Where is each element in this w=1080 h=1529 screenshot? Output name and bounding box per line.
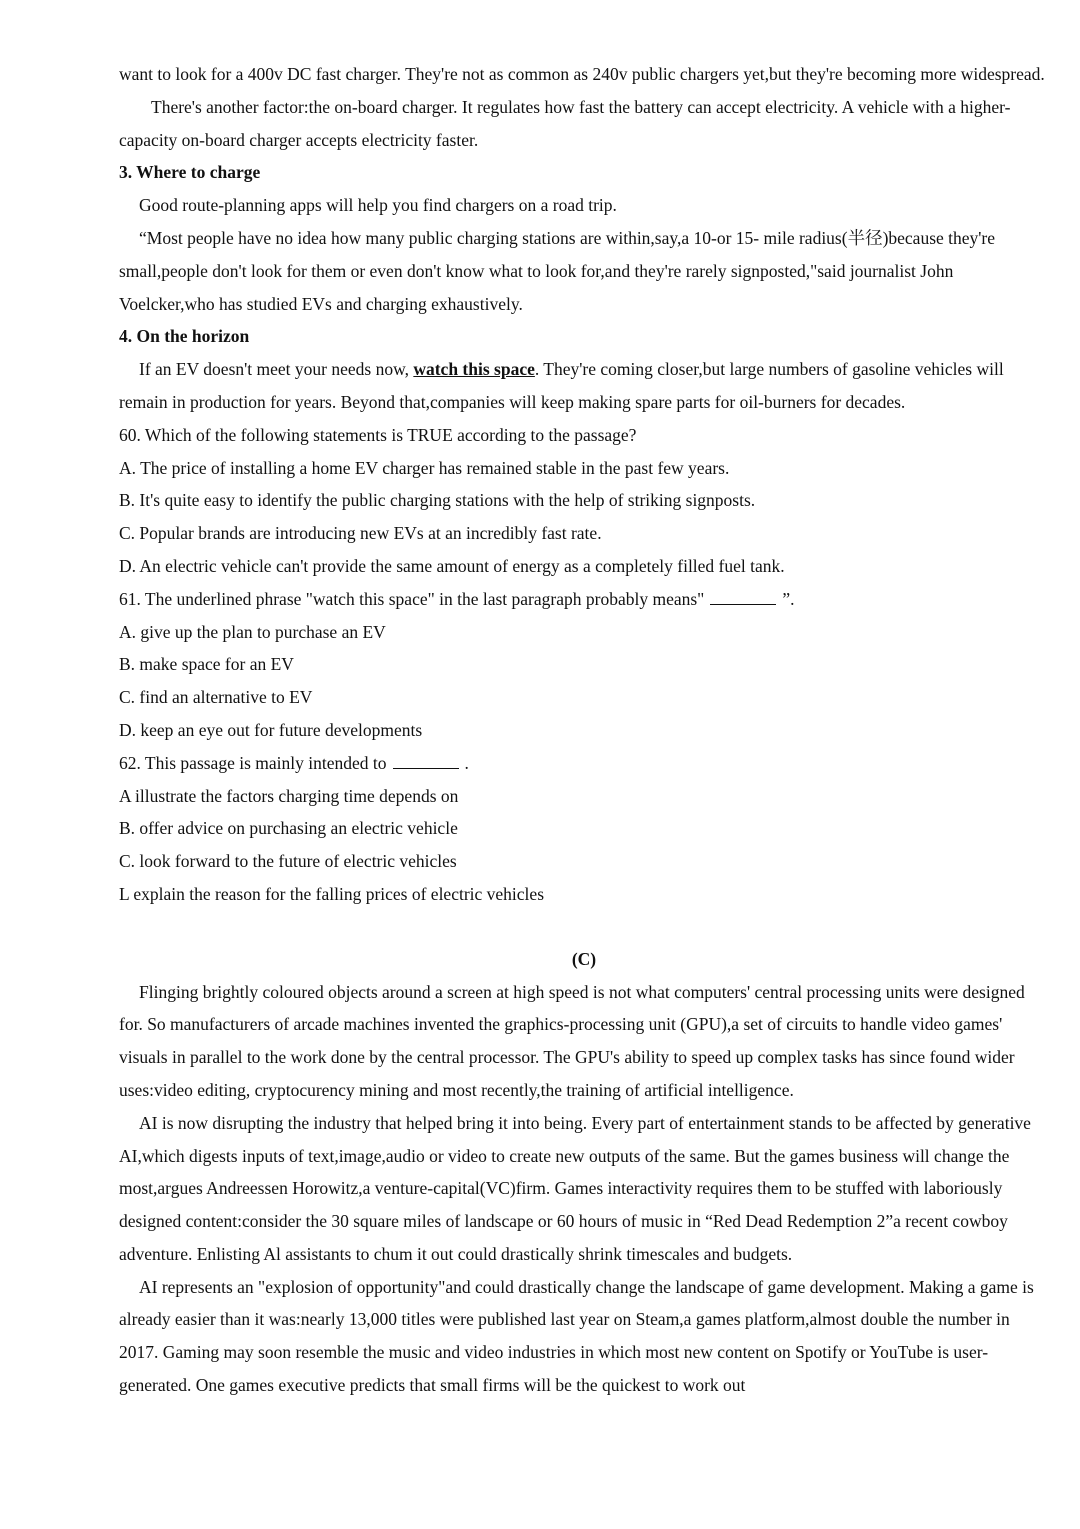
question-62-stem-text: 62. This passage is mainly intended to	[119, 752, 387, 773]
paragraph-route-planning: Good route-planning apps will help you find chargers on a road trip.	[139, 195, 617, 216]
question-62-option-c: C. look forward to the future of electric vehicles	[119, 851, 457, 872]
question-62-option-b: B. offer advice on purchasing an electric vehicle	[119, 818, 458, 839]
section-c-heading: (C)	[571, 948, 597, 969]
question-62-stem-end: .	[464, 752, 469, 773]
paragraph-onboard-charger: There's another factor:the on-board charger. It regulates how fast the battery can accept electricity. A vehicle with a higher-capacity on-board charger accepts electricity faster.	[119, 96, 1011, 150]
question-62-option-a: A illustrate the factors charging time depends on	[119, 785, 459, 806]
paragraph-gpu-history: Flinging brightly coloured objects around a screen at high speed is not what computers' central processing units were designed for. So manufacturers of arcade machines invented the graphics-processing unit (GPU),a set of circuits to handle video games' visuals in parallel to the work done by the central processor. The GPU's ability to speed up complex tasks has since found wider uses:video editing, cryptocurency mining and most recently,the training of artificial intelligence.	[119, 981, 1025, 1100]
question-61-stem	[119, 583, 1049, 616]
question-60-stem: 60. Which of the following statements is TRUE according to the passage?	[119, 424, 637, 445]
paragraph-watch-this-space	[119, 353, 1049, 419]
document-page	[119, 58, 1049, 1402]
question-60-option-a: A. The price of installing a home EV charger has remained stable in the past few years.	[119, 457, 730, 478]
paragraph-watch-this-space-post: . They're coming closer,but large numbers of gasoline vehicles will remain in production for years. Beyond that,companies will keep making spare parts for oil-burners for decades.	[119, 359, 1004, 412]
underlined-phrase: watch this space	[413, 359, 535, 380]
section-spacer	[119, 911, 1049, 943]
paragraph-fast-charger: want to look for a 400v DC fast charger. They're not as common as 240v public chargers yet,but they're becoming more widespread.	[119, 64, 1045, 84]
question-61-option-c: C. find an alternative to EV	[119, 687, 313, 708]
paragraph-watch-this-space-pre: If an EV doesn't meet your needs now,	[139, 359, 414, 380]
question-61-stem-text: 61. The underlined phrase "watch this space" in the last paragraph probably means"	[119, 588, 705, 609]
paragraph-ai-disruption: AI is now disrupting the industry that helped bring it into being. Every part of entertainment stands to be affected by generative AI,which digests inputs of text,image,audio or video to create new outputs of the same. But the games business will change the most,argues Andreessen Horowitz,a venture-capital(VC)firm. Games interactivity requires them to be stuffed with laboriously designed content:consider the 30 square miles of landscape or 60 hours of music in “Red Dead Redemption 2”a recent cowboy adventure. Enlisting Al assistants to chum it out could drastically shrink timescales and budgets.	[119, 1112, 1031, 1264]
question-61-option-d: D. keep an eye out for future developments	[119, 719, 423, 740]
heading-on-the-horizon: 4. On the horizon	[119, 326, 250, 347]
question-61-option-a: A. give up the plan to purchase an EV	[119, 621, 386, 642]
paragraph-voelcker-quote: “Most people have no idea how many public charging stations are within,say,a 10-or 15- mile radius(半径)because they're small,people don't look for them or even don't know what to look for,and they're rarely signposted,"said journalist John Voelcker,who has studied EVs and charging exhaustively.	[119, 227, 996, 314]
paragraph-explosion-of-opportunity: AI represents an "explosion of opportunity"and could drastically change the landscape of game development. Making a game is already easier than it was:nearly 13,000 titles were published last year on Steam,a games platform,almost double the number in 2017. Gaming may soon resemble the music and video industries in which most new content on Spotify or YouTube is user-generated. One games executive predicts that small firms will be the quickest to work out	[119, 1276, 1034, 1396]
question-61-option-b: B. make space for an EV	[119, 654, 294, 675]
question-62-stem	[119, 747, 1049, 780]
question-60-option-d: D. An electric vehicle can't provide the same amount of energy as a completely filled fuel tank.	[119, 555, 785, 576]
answer-blank	[393, 767, 459, 769]
heading-where-to-charge: 3. Where to charge	[119, 162, 261, 183]
question-60-option-b: B. It's quite easy to identify the public charging stations with the help of striking signposts.	[119, 490, 756, 511]
question-60-option-c: C. Popular brands are introducing new EVs at an incredibly fast rate.	[119, 523, 602, 544]
question-61-stem-end: ”.	[782, 588, 795, 609]
question-62-option-d: L explain the reason for the falling prices of electric vehicles	[119, 883, 544, 904]
answer-blank	[710, 603, 776, 605]
